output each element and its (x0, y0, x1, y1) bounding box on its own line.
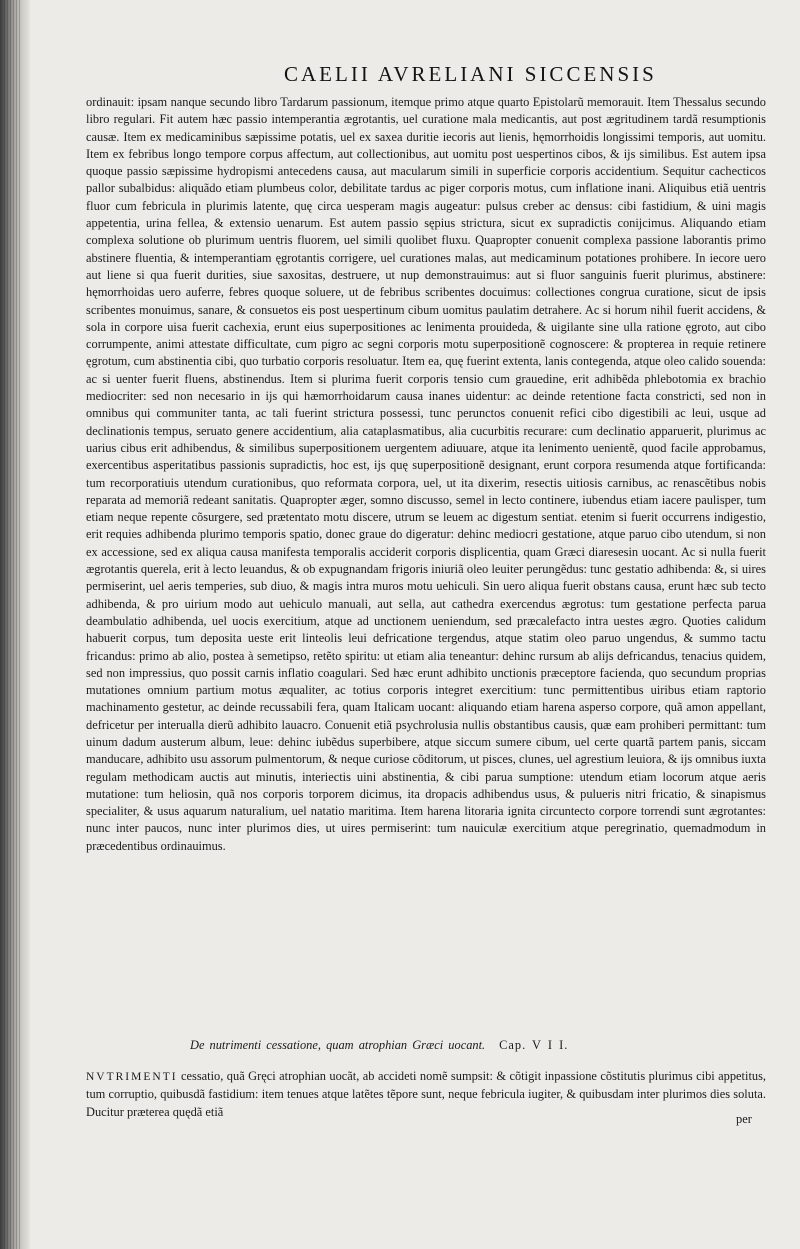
chapter-heading (190, 1038, 568, 1053)
chapter-title: De nutrimenti cessatione, quam atrophian Græci uocant. (190, 1038, 486, 1052)
chapter-paragraph (86, 1068, 766, 1121)
main-text-block (86, 94, 766, 855)
main-paragraph: ordinauit: ipsam nanque secundo libro Tardarum passionum, itemque primo atque quarto Epistolarũ memorauit. Item Thessalus secundo libro regulari. Fit autem hæc passio intemperantia ægrotantis, uel curatione mala medicantis, aut post ægritudinem tardã resumptionis causæ. Item ex medicaminibus sæpissime potatis, uel ex saxea duritie iecoris aut lienis, hęmorrhoidis longissimi temporis, aut uomitu. Item ex febribus longo tempore corpus affectum, aut collectionibus, aut uomitu post uespertinos cibos, & ijs similibus. Est autem ipsa quoque passio sæpissime hydropismi antecedens causa, aut macularum simili in superficie corporis accidentium. Sequitur cachecticos pallor subalbidus: aliquãdo etiam plumbeus color, debilitate tardus ac piger corporis motus, cum inflatione inani. Aliquibus etiã uentris fluor cum febricula in plurimis latente, quę circa uesperam magis augeatur: pulsus creber ac densus: cibi fastidium, & uini magis appetentia, urina fellea, & extensio uenarum. Est autem passio sępius strictura, sicut ex supradictis conijcimus. Aliquando etiam complexa solutione ob plurimum uentris fluorem, uel simili quolibet fluxu. Quapropter conuenit complexa passione laborantis primo abstinere fluentia, & intemperantiam ęgrotantis corrigere, uel curationes malas, aut medicaminum potationes prohibere. In iecore uero aut liene si qua fuerit durities, siue saxositas, destruere, ut nup demonstrauimus: aut si fluor sanguinis fuerit plurimus, abstinere: hęmorrhoidas uero auferre, febres quoque soluere, ut de febribus scribentes docuimus: collectiones congrua curatione, sicut de ipsis scribentes monuimus, sanare, & consuetos eis post uespertinum cibum uomitus paulatim detrahere. Ac si horum nihil fuerit accidens, & sola in corpore uisa fuerit cachexia, erunt eius superpositiones ac lenimenta prouideda, & uigilante sine ulla ratione ęgroto, aut cibo corrumpente, animi attestate difficultate, cum pigro ac segni corporis motu superpositionẽ cognoscere: & propterea in requie retinere ęgrotum, cum abstinentia cibi, quo turbatio corporis resoluatur. Item ea, quę fuerint extenta, lanis contegenda, atque oleo calido souenda: ac si uenter fuerit fluens, abstinendus. Item si plurima fuerit corporis tensio cum grauedine, erit adhibẽda phlebotomia ex brachio mediocriter: sed non necesario in ijs qui hæmorrhoidarum causa inanes uidentur: ac deinde retentione facta constricti, sed non in omnibus qui communiter tanta, ac tali fuerint strictura possessi, tunc perunctos conuenit refici cibo digestibili ac leui, usque ad declinationis tempus, seruato genere accidentium, alia cataplasmatibus, alia cucurbitis recurare: cum declinatio apparuerit, plurimus ac uarius cibus erit adhibendus, & similibus superpositionem uergentem adiuuare, atque ita lenimento uenientẽ, quod facile approbamus, exercentibus asperitatibus passionis supradictis, hoc est, ijs quę superpositionẽ designant, erunt corpora resumenda atque fortificanda: tum recorporatiuis utendum curationibus, quo reformata corpora, uel, ut ita dixerim, resectis uitiosis carnibus, ac renascẽtibus nobis reparata ad memoriã redeant sanitatis. Quapropter æger, somno discusso, semel in lecto continere, iubendus etiam iacere paulisper, tum etiam neque repente cõsurgere, sed prætentato motu discere, utrum se leuem ac digestum sentiat. etenim si fuerit occurrens indigestio, erit requies adhibenda plurimo temporis spatio, donec graue do digeratur: dehinc mediocri gestatione, atque paruo cibo utendum, si non ex accessione, sed ex aliqua causa manifesta temporalis acciderit corporis displicentia, quam Græci diaresesin uocant. Ac si nulla fuerit ægrotantis querela, erit à lecto leuandus, & ob expugnandam frigoris iniuriã oleo leuiter perungẽdus: tunc gestatio adhibenda: &, si uires permiserint, uel aeris temperies, sub diuo, & magis intra muros motu uehiculi. Sin uero aliqua fuerit obstans causa, erunt hæc sub tecto adhibenda, & pro uirium modo aut uehiculo manuali, aut sella, aut cathedra exercendus ægrotus: tum gestatione perfecta parua deambulatio adhibenda, uel uocis exercitium, atque ad unctionem ueniendum, sed præcalefacto intra uestes ægro. Quoties calidum habuerit corpus, tum deposita ueste erit linteolis leui defricatione tergendus, atque statim oleo paruo ungendus, & summo tactu fricandus: primo ab alio, postea à semetipso, retẽto spiritu: ut etiam alia teneantur: dehinc rursum ab alijs defricandus, tenacius quidem, sed non impressius, quo possit carnis inflatio coagulari. Sed hæc erunt adhibito unctionis præceptore facienda, quo secundum proprias mutationes omnium partium motus æqualiter, ac totius corporis integret exercitium: tunc permittentibus uiribus etiam raptorio machinamento gestetur, ac deinde recussabili fera, quam Italicam uocant: aliquando etiam harena asperso corpore, quã amon appellant, defricetur per interualla dierũ adhibito lauacro. Conuenit etiã psychrolusia nullis obstantibus causis, quæ eam prohiberi permittant: tum uinum dadum austerum album, leue: dehinc iubẽdus superbibere, atque siccum sumere cibum, uel certe quartã partem panis, siccam manducare, adhibito usu assorum pulmentorum, & neque curiose cõditorum, ut pisces, clunes, uel agrestium leuiora, & ijs omnibus iuxta regulam methodicam auctis aut minutis, interiectis uini abstinentia, & cibi parua sumptione: utendum etiam locorum atque aeris mutatione: tum heliosin, quã nos corporis torporem dicimus, ita dropacis adhibendus usus, & pulueris nitri fricatio, & sinapismus specialiter, & usus aquarum naturalium, uel natatio maritima. Item harena litoraria ignita circuntecto corpore torrendi sunt ægrotantes: nunc inter paucos, nunc inter plurimos dies, ut uires permiserint: tum nauiculæ exercitium atque peregrinatio, quemadmodum in præcedentibus ordinauimus. (86, 95, 766, 853)
catchword: per (736, 1112, 752, 1126)
book-spine (0, 0, 30, 1249)
running-head: CAELII AVRELIANI SICCENSIS (284, 62, 657, 86)
chapter-number: Cap. V I I. (499, 1038, 569, 1052)
chapter-text-block (86, 1068, 766, 1121)
chapter-text: cessatio, quã Gręci atrophian uocãt, ab accideti nomẽ sumpsit: & cõtigit inpassione cõstitutis plurimus cibi appetitus, tum corruptio, quibusdã fastidium: item tenues atque latẽtes tẽpore sunt, neque febricula iugiter, & quibusdam inter plurimos dies soluta. Ducitur præterea quędã etiã (86, 1069, 766, 1119)
chapter-lead-word: NVTRIMENTI (86, 1071, 178, 1083)
